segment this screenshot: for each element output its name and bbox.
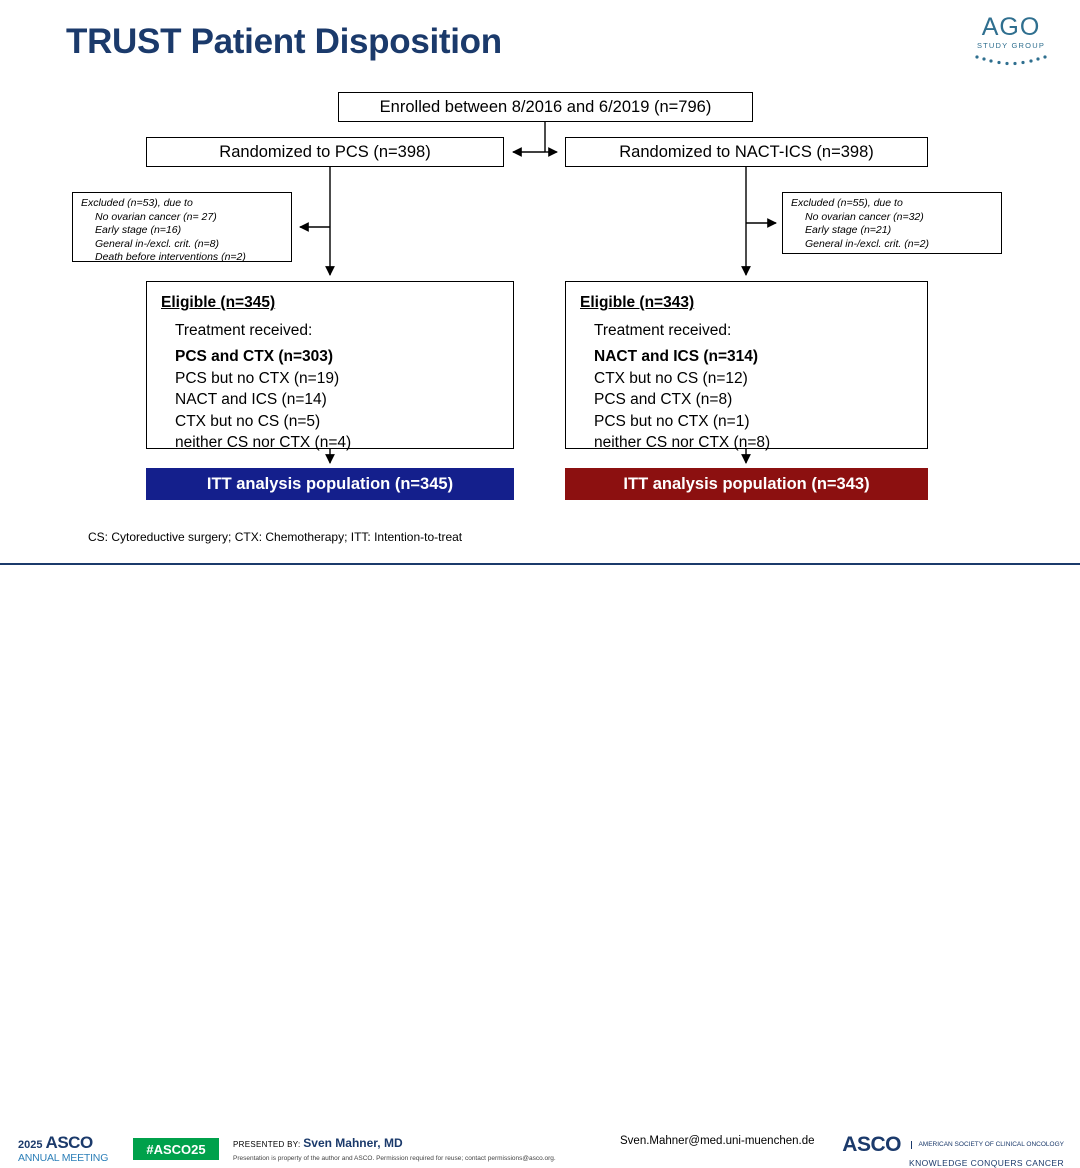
excluded-left-item: No ovarian cancer (n= 27) <box>95 210 217 223</box>
randomized-pcs-label: Randomized to PCS (n=398) <box>219 142 431 161</box>
eligible-left-item: NACT and ICS (n=14) <box>175 391 327 408</box>
excluded-right-header: Excluded (n=55), due to <box>791 197 903 209</box>
abbreviations-footnote: CS: Cytoreductive surgery; CTX: Chemotherapy; ITT: Intention-to-treat <box>88 530 463 544</box>
excluded-right-item: Early stage (n=21) <box>805 224 892 236</box>
eligible-right-item: NACT and ICS (n=314) <box>594 348 759 365</box>
eligible-right-item: PCS but no CTX (n=1) <box>594 412 750 430</box>
asco-org-logo <box>842 1133 1064 1168</box>
excluded-left-header: Excluded (n=53), due to <box>81 197 193 209</box>
excluded-right-box <box>782 192 1002 254</box>
presenter-email: Sven.Mahner@med.uni-muenchen.de <box>620 1135 815 1147</box>
presenter-block <box>233 1136 556 1166</box>
excluded-left-item: Death before interventions (n=2) <box>95 251 246 263</box>
excluded-left-item: General in-/excl. crit. (n=8) <box>95 237 220 250</box>
itt-population-right-bar <box>565 468 928 500</box>
randomized-nact-ics-box <box>565 137 928 167</box>
excluded-right-item: General in-/excl. crit. (n=2) <box>805 237 930 250</box>
asco-org-brand: ASCO <box>842 1133 901 1156</box>
asco-org-name: AMERICAN SOCIETY OF CLINICAL ONCOLOGY <box>911 1141 1064 1150</box>
enrolled-label: Enrolled between 8/2016 and 6/2019 (n=796) <box>379 97 712 116</box>
itt-population-right-label: ITT analysis population (n=343) <box>623 474 870 493</box>
eligible-left-item: CTX but no CS (n=5) <box>175 412 321 430</box>
asco-org-tagline: KNOWLEDGE CONQUERS CANCER <box>909 1158 1064 1168</box>
ago-study-group-logo <box>968 14 1054 80</box>
hashtag-badge <box>133 1138 219 1160</box>
footer-year: 2025 <box>18 1139 43 1151</box>
itt-population-left-label: ITT analysis population (n=345) <box>206 474 454 493</box>
excluded-left-box <box>72 192 292 262</box>
presenter-name: Sven Mahner, MD <box>303 1136 403 1150</box>
eligible-right-item: CTX but no CS (n=12) <box>594 369 748 387</box>
randomized-nact-ics-label: Randomized to NACT-ICS (n=398) <box>619 142 874 161</box>
eligible-right-header: Eligible (n=343) <box>580 294 695 311</box>
eligible-left-item: PCS and CTX (n=303) <box>175 348 334 365</box>
eligible-left-box <box>146 281 514 449</box>
excluded-left-item: Early stage (n=16) <box>95 224 182 236</box>
eligible-left-item: PCS but no CTX (n=19) <box>175 369 340 387</box>
enrolled-box <box>338 92 753 122</box>
hashtag-label: #ASCO25 <box>146 1141 206 1157</box>
eligible-left-item: neither CS nor CTX (n=4) <box>175 434 352 451</box>
eligible-right-box <box>565 281 928 449</box>
randomized-pcs-box <box>146 137 504 167</box>
slide-footer <box>0 565 1080 1168</box>
excluded-right-item: No ovarian cancer (n=32) <box>805 210 924 223</box>
footer-meeting-sub: ANNUAL MEETING <box>18 1152 109 1164</box>
itt-population-left-bar <box>146 468 514 500</box>
presented-by-label: PRESENTED BY: <box>233 1140 301 1149</box>
ago-logo-text: AGO <box>981 13 1041 41</box>
eligible-right-subheader: Treatment received: <box>594 321 732 339</box>
footer-asco-brand: ASCO <box>45 1133 93 1152</box>
asco-annual-meeting-logo <box>18 1133 109 1165</box>
ago-logo-dots <box>968 53 1054 67</box>
eligible-right-item: neither CS nor CTX (n=8) <box>594 434 771 451</box>
page-title: TRUST Patient Disposition <box>66 22 502 61</box>
eligible-left-header: Eligible (n=345) <box>161 294 276 311</box>
eligible-right-item: PCS and CTX (n=8) <box>594 391 733 408</box>
eligible-left-subheader: Treatment received: <box>175 321 313 339</box>
ago-logo-subtext: STUDY GROUP <box>976 41 1046 50</box>
permission-notice: Presentation is property of the author and ASCO. Permission required for reuse; contact permissions@asco.org. <box>233 1155 556 1162</box>
